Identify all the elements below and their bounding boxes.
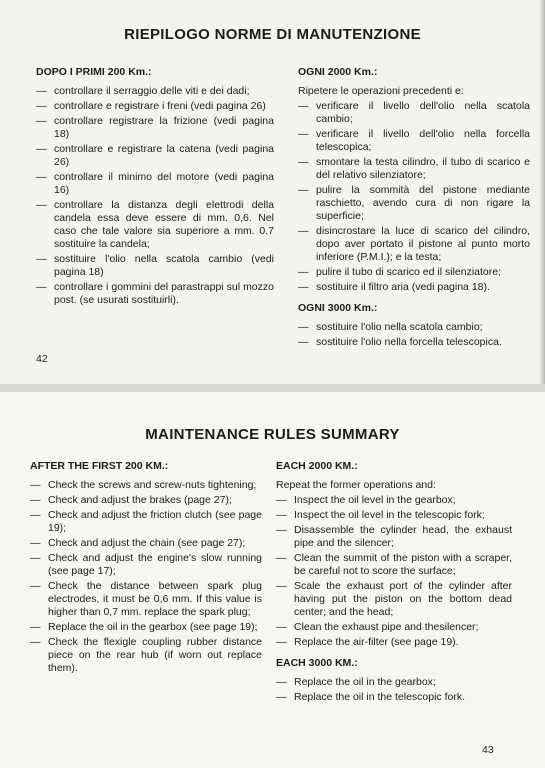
list-item: — smontare la testa cilindro, il tubo di scarico e del relativo silenziatore; (298, 156, 530, 182)
section-heading-first-200: DOPO I PRIMI 200 Km.: (36, 66, 152, 78)
right-column-english (276, 460, 512, 706)
page-number: 43 (482, 744, 494, 756)
page-number: 42 (36, 353, 48, 365)
item-list-first-200 (36, 85, 274, 307)
list-item: — Check and adjust the chain (see page 27); (30, 537, 262, 550)
list-item: — disincrostare la luce di scarico del cilindro, dopo aver portato il pistone al punto morto inferiore (P.M.I.); e la testa; (298, 225, 530, 264)
list-item: — controllare la distanza degli elettrodi della candela essa deve essere di mm. 0,6. Nel caso che tale valore sia superiore a mm. 0.7 sostituire la candela; (36, 199, 274, 251)
section-heading-each-3000: EACH 3000 KM.: (276, 657, 358, 669)
list-item: — Inspect the oil level in the gearbox; (276, 494, 512, 507)
list-item: — verificare il livello dell'olio nella forcella telescopica; (298, 128, 530, 154)
item-list-first-200 (30, 479, 262, 675)
item-list-each-2000 (298, 100, 530, 294)
list-item: — Clean the summit of the piston with a scraper, be careful not to score the surface; (276, 552, 512, 578)
section-heading-first-200: AFTER THE FIRST 200 KM.: (30, 460, 169, 472)
list-item: — pulire il tubo di scarico ed il silenziatore; (298, 266, 530, 279)
list-item: — Replace the air-filter (see page 19). (276, 636, 512, 649)
page-title-english: MAINTENANCE RULES SUMMARY (145, 426, 400, 443)
english-page (0, 392, 545, 768)
left-column-italian (36, 66, 274, 309)
list-item: — controllare i gommini del parastrappi sul mozzo post. (se usurati sostituirli). (36, 281, 274, 307)
section-heading-each-2000: OGNI 2000 Km.: (298, 66, 378, 78)
list-item: — Inspect the oil level in the telescopic fork; (276, 509, 512, 522)
list-item: — Check and adjust the friction clutch (see page 19); (30, 509, 262, 535)
list-item: — Clean the exhaust pipe and thesilencer; (276, 621, 512, 634)
list-item: — verificare il livello dell'olio nella scatola cambio; (298, 100, 530, 126)
list-item: — sostituire il filtro aria (vedi pagina 18). (298, 281, 530, 294)
list-item: — controllare e registrare i freni (vedi pagina 26) (36, 100, 274, 113)
list-item: — sostituire l'olio nella scatola cambio; (298, 321, 530, 334)
list-item: — sostituire l'olio nella forcella telescopica. (298, 336, 530, 349)
section-heading-each-2000: EACH 2000 KM.: (276, 460, 358, 472)
left-column-english (30, 460, 262, 677)
list-item: — sostituire l'olio nella scatola cambio (vedi pagina 18) (36, 253, 274, 279)
page-title-italian: RIEPILOGO NORME DI MANUTENZIONE (124, 26, 421, 43)
list-item: — controllare il serraggio delle viti e dei dadi; (36, 85, 274, 98)
list-item: — Check and adjust the brakes (page 27); (30, 494, 262, 507)
list-item: — controllare registrare la frizione (vedi pagina 18) (36, 115, 274, 141)
section-heading-each-3000: OGNI 3000 Km.: (298, 302, 378, 314)
list-item: — Replace the oil in the gearbox; (276, 676, 512, 689)
list-item: — Disassemble the cylinder head, the exhaust pipe and the silencer; (276, 524, 512, 550)
section-intro: Ripetere le operazioni precedenti e: (298, 85, 464, 97)
list-item: — pulire la sommità del pistone mediante raschietto, avendo cura di non rigare la superficie; (298, 184, 530, 223)
list-item: — controllare e registrare la catena (vedi pagina 26) (36, 143, 274, 169)
right-column-italian (298, 66, 530, 351)
list-item: — Check the distance between spark plug electrodes, it must be 0,6 mm. If this value is higher than 0,7 mm. replace the spark plug; (30, 580, 262, 619)
item-list-each-2000 (276, 494, 512, 649)
list-item: — Replace the oil in the telescopic fork. (276, 691, 512, 704)
item-list-each-3000 (276, 676, 512, 704)
item-list-each-3000 (298, 321, 530, 349)
section-intro: Repeat the former operations and: (276, 479, 436, 491)
list-item: — Check the flexigle coupling rubber distance piece on the rear hub (if worn out replace them). (30, 636, 262, 675)
list-item: — Check and adjust the engine's slow running (see page 17); (30, 552, 262, 578)
list-item: — controllare il minimo del motore (vedi pagina 16) (36, 171, 274, 197)
list-item: — Scale the exhaust port of the cylinder after having put the piston on the bottom dead center; and the head; (276, 580, 512, 619)
list-item: — Check the screws and screw-nuts tightening; (30, 479, 262, 492)
page-edge-shadow (539, 0, 545, 384)
list-item: — Replace the oil in the gearbox (see page 19); (30, 621, 262, 634)
